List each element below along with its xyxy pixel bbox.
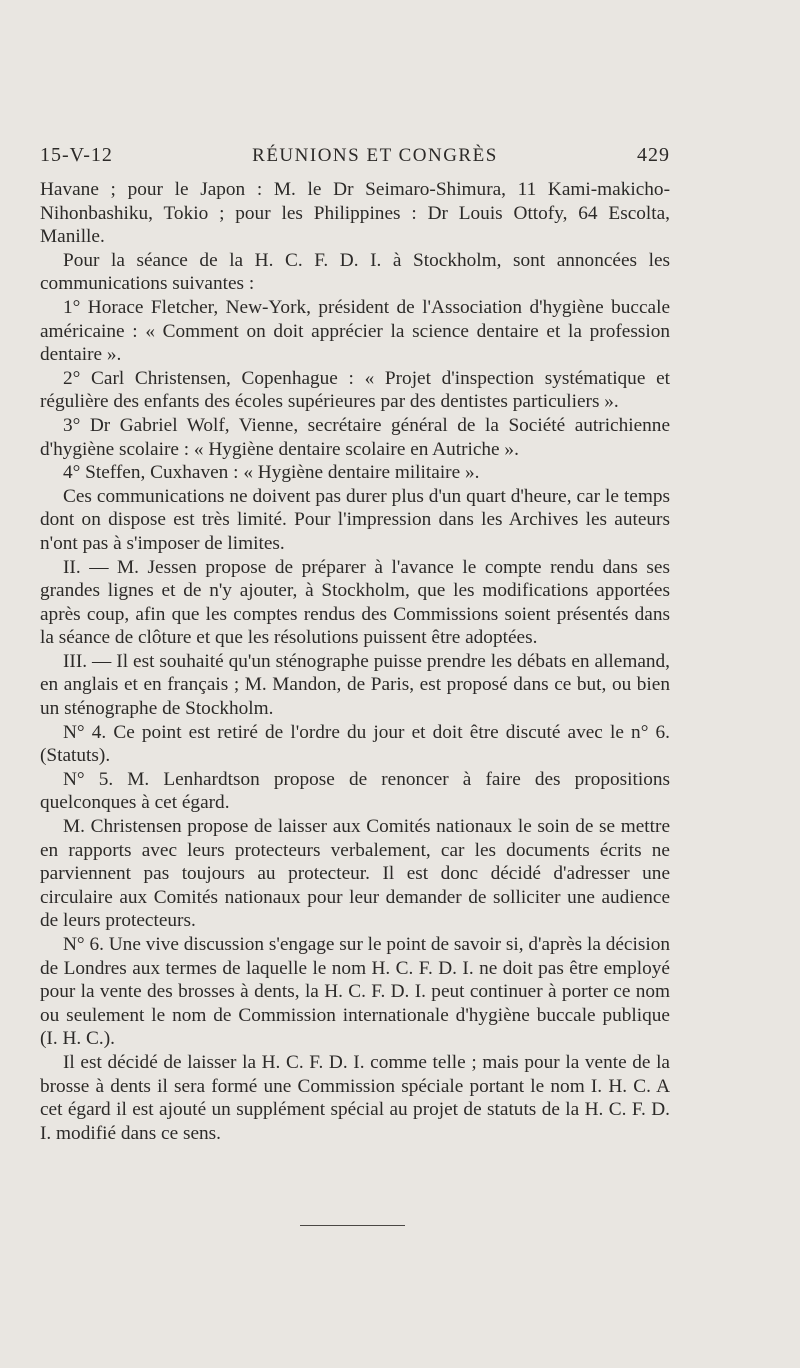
paragraph: M. Christensen propose de laisser aux Comités nationaux le soin de se mettre en rapports avec leurs protecteurs verbalement, car les documents écrits ne parviennent pas toujours au protecteur. Il est donc décidé d'adresser une circulaire aux Comités nationaux pour leur demander de solliciter une audience de leurs protecteurs. [40,816,670,932]
paragraph: N° 4. Ce point est retiré de l'ordre du jour et doit être discuté avec le n° 6. (Statuts). [40,721,670,767]
paragraph: Havane ; pour le Japon : M. le Dr Seimaro-Shimura, 11 Kami-makicho-Nihonbashiku, Tokio ; pour les Philippines : Dr Louis Ottofy, 64 Escolta, Manille. [40,179,670,248]
paragraph: II. — M. Jessen propose de préparer à l'avance le compte rendu dans ses grandes lignes et de n'y ajouter, à Stockholm, que les modifications apportées après coup, afin que les comptes rendus des Commissions soient présentés dans la séance de clôture et que les résolutions puissent être adoptées. [40,556,670,649]
page-number: 429 [636,144,670,166]
paragraph: Ces communications ne doivent pas durer plus d'un quart d'heure, car le temps dont on dispose est très limité. Pour l'impression dans les Archives les auteurs n'ont pas à s'imposer de limites. [40,485,670,554]
header-title: RÉUNIONS ET CONGRÈS [252,145,498,166]
header-date: 15-V-12 [40,144,113,166]
body-text [40,178,670,1145]
paragraph: 2° Carl Christensen, Copenhague : « Projet d'inspection systématique et régulière des enfants des écoles supérieures par des dentistes particuliers ». [40,367,670,413]
paragraph: 1° Horace Fletcher, New-York, président de l'Association d'hygiène buccale américaine : « Comment on doit apprécier la science dentaire et la profession dentaire ». [40,296,670,366]
paragraph: Il est décidé de laisser la H. C. F. D. I. comme telle ; mais pour la vente de la brosse à dents il sera formé une Commission spéciale portant le nom I. H. C. A cet égard il est ajouté un supplément spécial au projet de statuts de la H. C. F. D. I. modifié dans ce sens. [40,1051,670,1144]
end-rule [300,1225,405,1226]
paragraph: Pour la séance de la H. C. F. D. I. à Stockholm, sont annoncées les communications suivantes : [40,249,670,295]
paragraph: 3° Dr Gabriel Wolf, Vienne, secrétaire général de la Société autrichienne d'hygiène scolaire : « Hygiène dentaire scolaire en Autriche ». [40,414,670,460]
paragraph: III. — Il est souhaité qu'un sténographe puisse prendre les débats en allemand, en anglais et en français ; M. Mandon, de Paris, est proposé dans ce but, ou bien un sténographe de Stockholm. [40,650,670,720]
paragraph: 4° Steffen, Cuxhaven : « Hygiène dentaire militaire ». [63,462,480,484]
paragraph: N° 5. M. Lenhardtson propose de renoncer à faire des propositions quelconques à cet égard. [40,768,670,814]
paragraph: N° 6. Une vive discussion s'engage sur le point de savoir si, d'après la décision de Londres aux termes de laquelle le nom H. C. F. D. I. ne doit pas être employé pour la vente des brosses à dents, la H. C. F. D. I. peut continuer à porter ce nom ou seulement le nom de Commission internationale d'hygiène buccale publique (I. H. C.). [40,934,670,1050]
running-header [40,144,670,167]
